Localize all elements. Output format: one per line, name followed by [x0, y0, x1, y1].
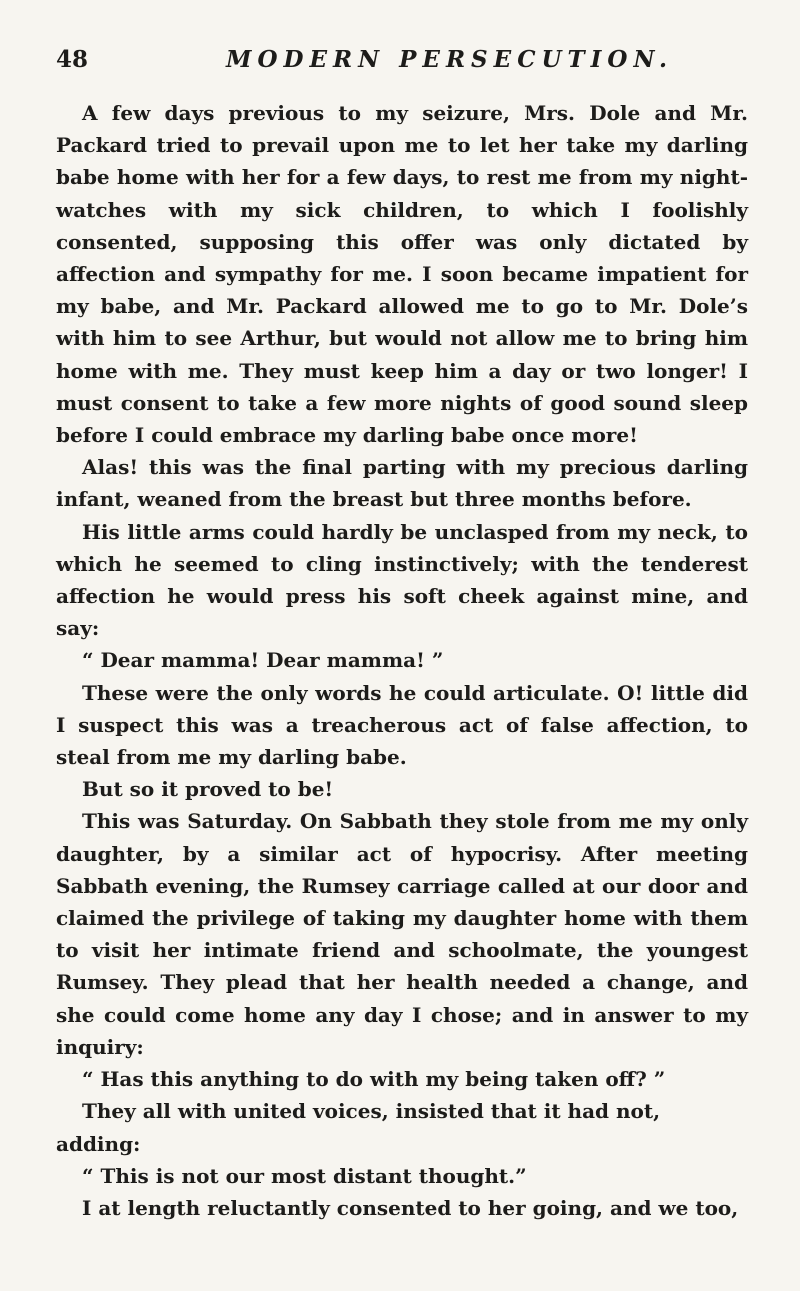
paragraph: “ Has this anything to do with my being taken off? ”	[82, 1067, 666, 1092]
page-number: 48	[56, 46, 89, 73]
paragraph: This was Saturday. On Sabbath they stole from me my only daughter, by a similar act of hypocrisy. After meeting Sabbath evening, the Rumsey carriage called at our door and claimed the privilege of taking my daughter home with them to visit her intimate friend and schoolmate, the youngest Rumsey. They plead that her health needed a change, and she could come home any day I chose; and in answer to my inquiry:	[56, 809, 748, 1059]
paragraph: “ This is not our most distant thought.”	[82, 1163, 527, 1188]
page-header	[56, 40, 748, 80]
body-text	[56, 97, 748, 1224]
book-page	[56, 40, 748, 1224]
paragraph: His little arms could hardly be unclasped from my neck, to which he seemed to cling instinctively; with the tenderest affection he would press his soft cheek against mine, and say:	[56, 519, 748, 641]
paragraph: “ Dear mamma! Dear mamma! ”	[82, 648, 444, 673]
paragraph: But so it proved to be!	[82, 777, 334, 802]
paragraph: They all with united voices, insisted that it had not, adding:	[56, 1099, 661, 1156]
paragraph: Alas! this was the final parting with my precious darling infant, weaned from the breast but three months before.	[56, 455, 748, 512]
paragraph: A few days previous to my seizure, Mrs. Dole and Mr. Packard tried to prevail upon me to let her take my darling babe home with her for a few days, to rest me from my night-watches with my sick children, to which I foolishly consented, supposing this offer was only dictated by affection and sympathy for me. I soon became impatient for my babe, and Mr. Packard allowed me to go to Mr. Dole’s with him to see Arthur, but would not allow me to bring him home with me. They must keep him a day or two longer! I must consent to take a few more nights of good sound sleep before I could embrace my darling babe once more!	[56, 101, 748, 448]
paragraph: I at length reluctantly consented to her going, and we too,	[82, 1195, 739, 1220]
running-title: MODERN PERSECUTION.	[226, 46, 674, 73]
paragraph: These were the only words he could articulate. O! little did I suspect this was a treacherous act of false affection, to steal from me my darling babe.	[56, 680, 748, 770]
